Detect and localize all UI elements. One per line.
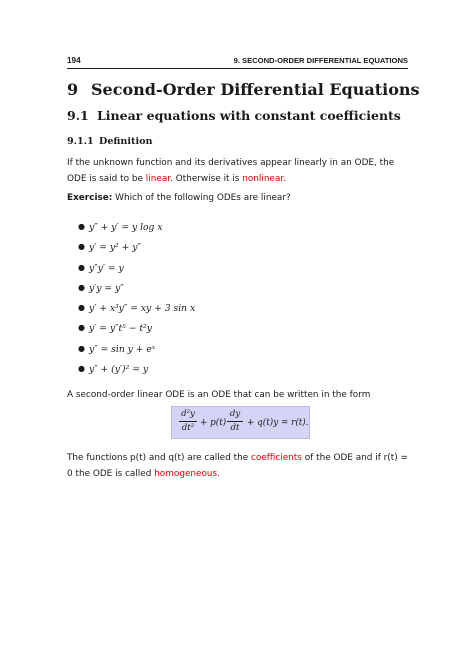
section-number: 9.1	[67, 108, 89, 123]
equation: y″ + y′ = y log x	[89, 222, 163, 233]
equation: y′ = y″t⁵ − t²y	[89, 323, 152, 334]
bullet-icon: ●	[78, 344, 85, 353]
definition-paragraph	[67, 155, 412, 187]
fraction-denominator: dt	[230, 423, 240, 433]
equation: y′y = y″	[89, 283, 124, 294]
formula-box	[171, 406, 310, 439]
closing-paragraph	[67, 450, 412, 482]
definition-text-a: If the unknown function and its derivatives appear linearly in an ODE, the ODE is said to be	[67, 158, 395, 184]
subsection-title	[67, 136, 152, 147]
closing-text-b: of the ODE and if r(t) = 0 the ODE is called	[67, 453, 408, 479]
term-nonlinear-link[interactable]: nonlinear	[242, 174, 284, 184]
section-title	[67, 108, 401, 123]
bullet-icon: ●	[78, 323, 85, 332]
fraction-bar	[179, 421, 197, 422]
intro-paragraph: A second-order linear ODE is an ODE that can be written in the form	[67, 390, 371, 400]
chapter-number: 9	[67, 80, 79, 99]
chapter-title-text: Second-Order Differential Equations	[91, 80, 420, 99]
exercise-text: Which of the following ODEs are linear?	[115, 193, 291, 203]
chapter-title	[67, 80, 420, 99]
page-number: 194	[67, 56, 81, 65]
page-header	[67, 54, 408, 69]
exercise	[67, 193, 291, 203]
formula-tail: + q(t)y = r(t).	[247, 418, 309, 428]
equation: y′ = y² + y″	[89, 242, 141, 253]
fraction-second-derivative	[179, 409, 197, 434]
closing-text-a: The functions p(t) and q(t) are called the	[67, 453, 251, 463]
subsection-title-text: Definition	[99, 136, 153, 147]
equation: y″ + (y′)² = y	[89, 364, 149, 375]
section-title-text: Linear equations with constant coefficients	[97, 108, 401, 123]
running-head: 9. SECOND-ORDER DIFFERENTIAL EQUATIONS	[233, 56, 408, 65]
bullet-icon: ●	[78, 283, 85, 292]
fraction-numerator: dy	[229, 409, 241, 419]
subsection-number: 9.1.1	[67, 136, 94, 147]
term-homogeneous-link[interactable]: homogeneous	[154, 469, 218, 479]
fraction-bar	[227, 421, 243, 422]
exercise-label: Exercise:	[67, 193, 113, 203]
bullet-icon: ●	[78, 303, 85, 312]
bullet-icon: ●	[78, 222, 85, 231]
equation: y′ + x³y″ = xy + 3 sin x	[89, 303, 196, 314]
bullet-icon: ●	[78, 242, 85, 251]
definition-text-c: .	[283, 174, 287, 184]
bullet-icon: ●	[78, 364, 85, 373]
equation: y″y′ = y	[89, 263, 124, 274]
closing-text-c: .	[217, 469, 221, 479]
fraction-denominator: dt²	[181, 423, 195, 433]
bullet-icon: ●	[78, 263, 85, 272]
equation: y″ = sin y + eˣ	[89, 344, 156, 355]
term-linear-link[interactable]: linear	[145, 174, 171, 184]
fraction-numerator: d²y	[181, 409, 195, 419]
definition-text-b: . Otherwise it is	[170, 174, 243, 184]
term-coefficients-link[interactable]: coefficients	[251, 453, 302, 463]
fraction-first-derivative	[227, 409, 243, 434]
formula-middle: + p(t)	[200, 418, 227, 428]
